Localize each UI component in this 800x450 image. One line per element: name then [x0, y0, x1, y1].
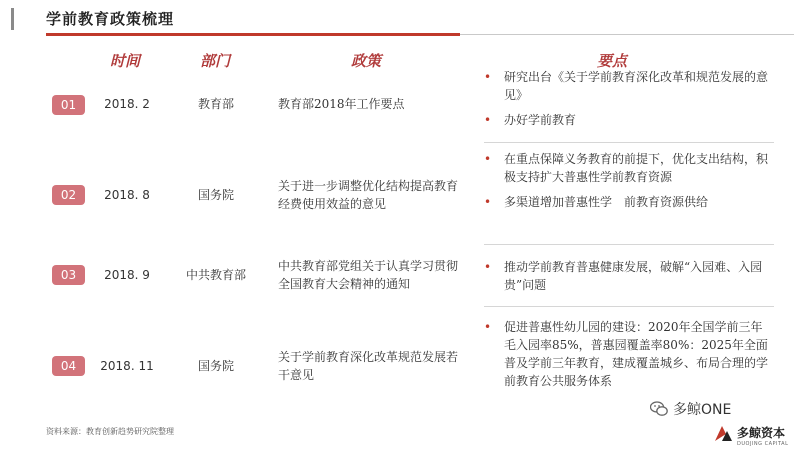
whale-logo-icon [714, 424, 734, 442]
row-number-badge: 01 [52, 95, 85, 115]
row-number-badge: 04 [52, 356, 85, 376]
brand-logo [714, 424, 788, 447]
bullet-icon: • [484, 70, 492, 84]
point-text: 多渠道增加普惠性学 前教育资源供给 [504, 195, 709, 209]
logo-subtitle: DUOJING CAPITAL [737, 441, 789, 447]
row-dept: 国务院 [197, 188, 234, 202]
watermark [650, 399, 731, 419]
bullet-icon: • [484, 260, 492, 274]
row-points [484, 258, 774, 301]
row-dept: 教育部 [197, 97, 234, 111]
bullet-icon: • [484, 195, 492, 209]
row-number-badge: 03 [52, 265, 85, 285]
row-policy: 关于学前教育深化改革规范发展若干意见 [278, 350, 459, 382]
point-item [484, 193, 774, 211]
bullet-icon: • [484, 320, 492, 334]
row-policy: 关于进一步调整优化结构提高教育经费使用效益的意见 [278, 179, 459, 211]
title-underline [46, 33, 460, 36]
row-points [484, 68, 774, 136]
source-note: 资料来源：教育创新趋势研究院整理 [46, 427, 174, 436]
left-accent-bar [11, 8, 14, 30]
point-item [484, 111, 774, 129]
row-divider [484, 306, 774, 307]
row-time: 2018. 2 [104, 97, 150, 111]
row-points [484, 318, 774, 397]
header-dept: 部门 [200, 52, 231, 70]
row-points [484, 150, 774, 218]
row-policy: 中共教育部党组关于认真学习贯彻全国教育大会精神的通知 [278, 259, 459, 291]
point-text: 办好学前教育 [504, 113, 577, 127]
watermark-text: 多鲸ONE [673, 402, 732, 418]
row-time: 2018. 8 [104, 188, 150, 202]
point-text: 推动学前教育普惠健康发展，破解“入园难、入园贵”问题 [504, 260, 763, 292]
row-dept: 中共教育部 [185, 268, 246, 282]
wechat-icon [650, 401, 668, 417]
point-text: 研究出台《关于学前教育深化改革和规范发展的意见》 [504, 70, 769, 102]
page-title: 学前教育政策梳理 [46, 10, 175, 28]
point-text: 在重点保障义务教育的前提下，优化支出结构，积极支持扩大普惠性学前教育资源 [504, 152, 769, 184]
header-points: 要点 [597, 52, 628, 70]
bullet-icon: • [484, 113, 492, 127]
point-item [484, 68, 774, 104]
point-item [484, 258, 774, 294]
header-policy: 政策 [351, 52, 382, 70]
point-item [484, 318, 774, 390]
bullet-icon: • [484, 152, 492, 166]
logo-name: 多鲸资本 [737, 426, 786, 440]
row-policy: 教育部2018年工作要点 [278, 97, 405, 111]
row-number-badge: 02 [52, 185, 85, 205]
header-time: 时间 [110, 52, 141, 70]
title-rule [460, 34, 794, 35]
row-time: 2018. 11 [100, 359, 154, 373]
point-text: 促进普惠性幼儿园的建设：2020年全国学前三年毛入园率85%，普惠园覆盖率80%：2025年全面普及学前三年教育，建成覆盖城乡、布局合理的学前教育公共服务体系 [504, 320, 769, 388]
row-divider [484, 244, 774, 245]
point-item [484, 150, 774, 186]
row-dept: 国务院 [197, 359, 234, 373]
row-time: 2018. 9 [104, 268, 150, 282]
row-divider [484, 142, 774, 143]
